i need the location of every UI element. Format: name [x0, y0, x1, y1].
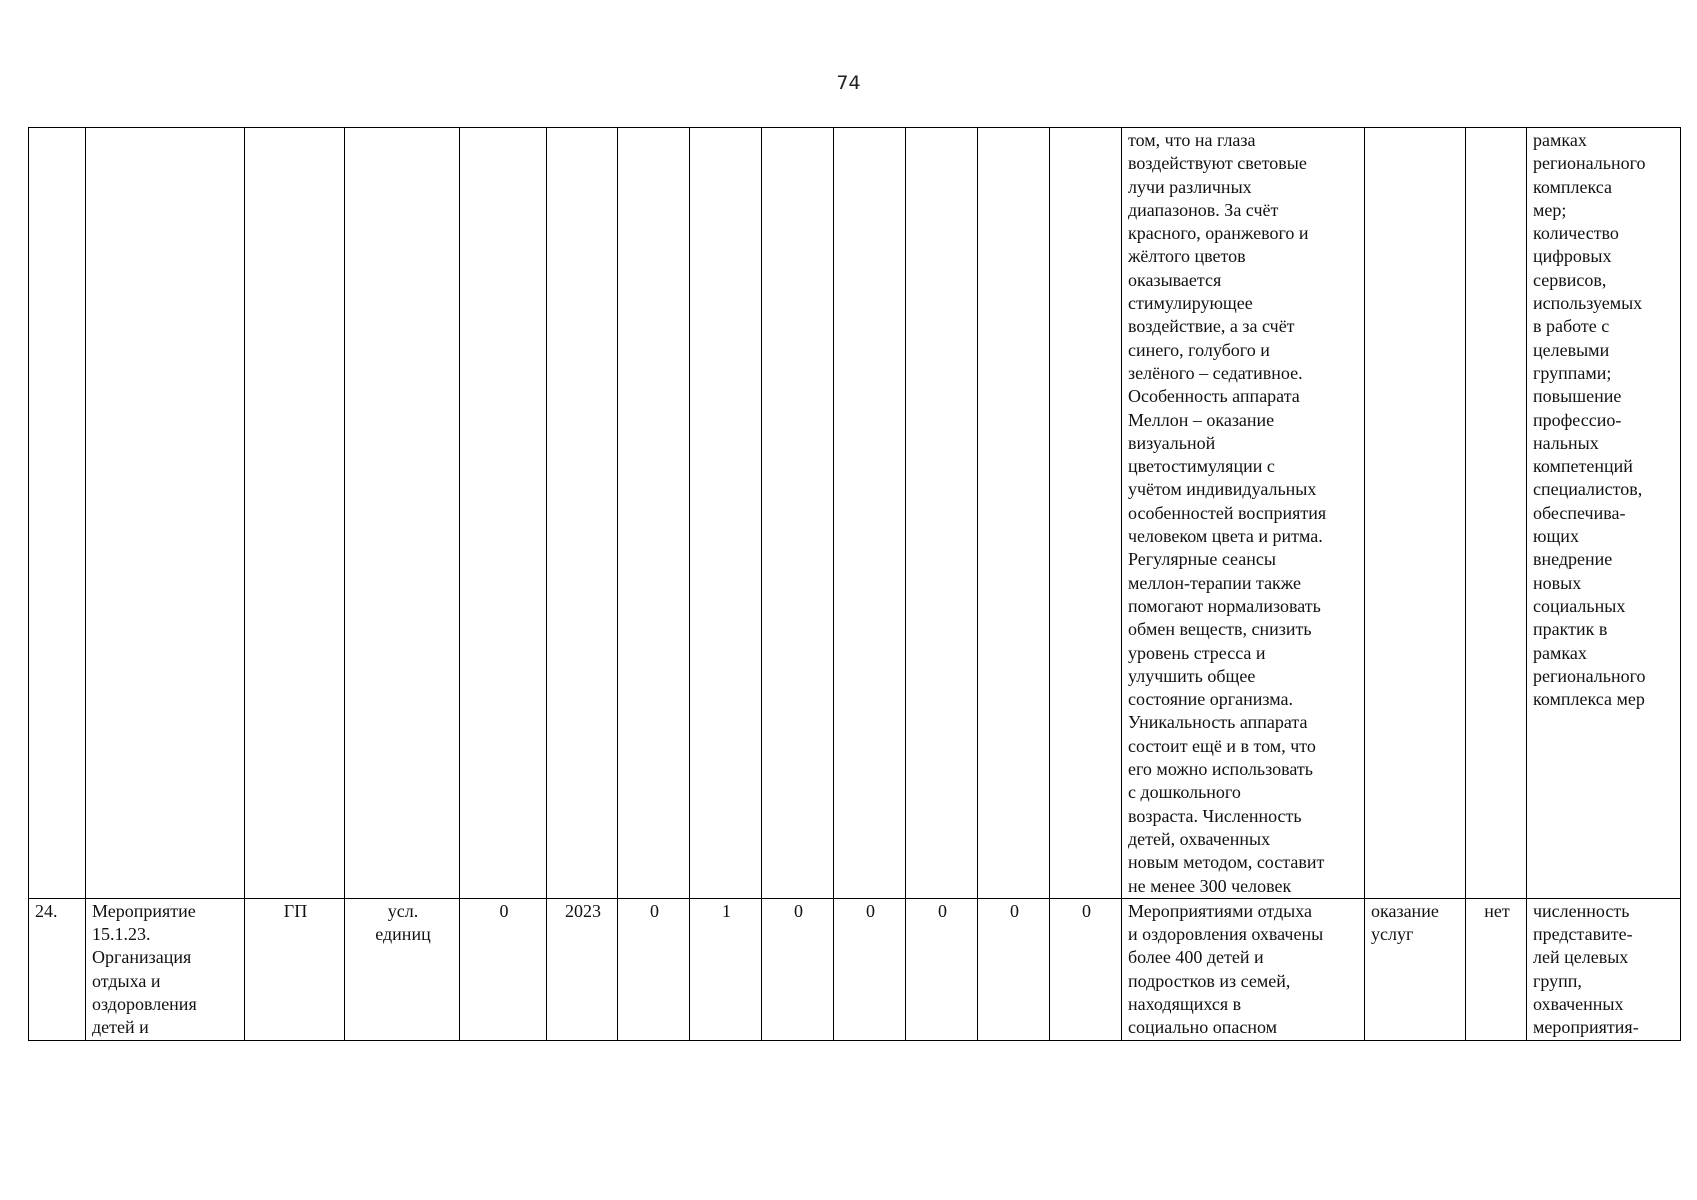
cell-value-7-empty [1050, 128, 1122, 899]
table-row-continuation [29, 128, 1681, 899]
cell-year-empty [547, 128, 618, 899]
cell-year: 2023 [547, 898, 618, 1040]
cell-unit-empty [345, 128, 460, 899]
cell-value-1-empty [618, 128, 690, 899]
cell-result-type-empty [1365, 128, 1466, 899]
cell-unit: усл. единиц [345, 898, 460, 1040]
cell-value-5-empty [906, 128, 978, 899]
cell-value-2: 1 [690, 898, 762, 1040]
cell-value-5: 0 [906, 898, 978, 1040]
cell-value-1: 0 [618, 898, 690, 1040]
cell-source: ГП [245, 898, 345, 1040]
cell-value-3: 0 [762, 898, 834, 1040]
cell-value-7: 0 [1050, 898, 1122, 1040]
cell-base-empty [460, 128, 547, 899]
cell-description: том, что на глаза воздействуют световые лучи различных диапазонов. За счёт красного, оранжевого и жёлтого цветов оказывается стимулирующее воздействие, а за счёт синего, голубого и зелёного – седативное. Особенность аппарата Меллон – оказание визуальной цветостимуляции с учётом индивидуальных особенностей восприятия человеком цвета и ритма. Регулярные сеансы меллон-терапии также помогают нормализовать обмен веществ, снизить уровень стресса и улучшить общее состояние организма. Уникальность аппарата состоит ещё и в том, что его можно использовать с дошкольного возраста. Численность детей, охваченных новым методом, составит не менее 300 человек [1122, 128, 1365, 899]
page-number: 74 [836, 72, 861, 94]
cell-value-6: 0 [978, 898, 1050, 1040]
cell-description: Мероприятиями отдыха и оздоровления охвачены более 400 детей и подростков из семей, находящихся в социально опасном [1122, 898, 1365, 1040]
cell-value-4-empty [834, 128, 906, 899]
cell-flag: нет [1466, 898, 1527, 1040]
cell-value-4: 0 [834, 898, 906, 1040]
program-activities-table [28, 127, 1681, 1041]
cell-flag-empty [1466, 128, 1527, 899]
cell-result-type: оказание услуг [1365, 898, 1466, 1040]
cell-base-value: 0 [460, 898, 547, 1040]
cell-indicators: рамках регионального комплекса мер; количество цифровых сервисов, используемых в работе с целевыми группами; повышение профессио- нальных компетенций специалистов, обеспечива- ющих внедрение новых социальных практик в рамках регионального комплекса мер [1527, 128, 1681, 899]
cell-activity-empty [86, 128, 245, 899]
cell-source-empty [245, 128, 345, 899]
cell-value-2-empty [690, 128, 762, 899]
cell-activity: Мероприятие 15.1.23. Организация отдыха и оздоровления детей и [86, 898, 245, 1040]
cell-value-3-empty [762, 128, 834, 899]
cell-number: 24. [29, 898, 86, 1040]
cell-indicator: численность представите- лей целевых групп, охваченных мероприятия- [1527, 898, 1681, 1040]
cell-value-6-empty [978, 128, 1050, 899]
table-row [29, 898, 1681, 1040]
cell-number-empty [29, 128, 86, 899]
